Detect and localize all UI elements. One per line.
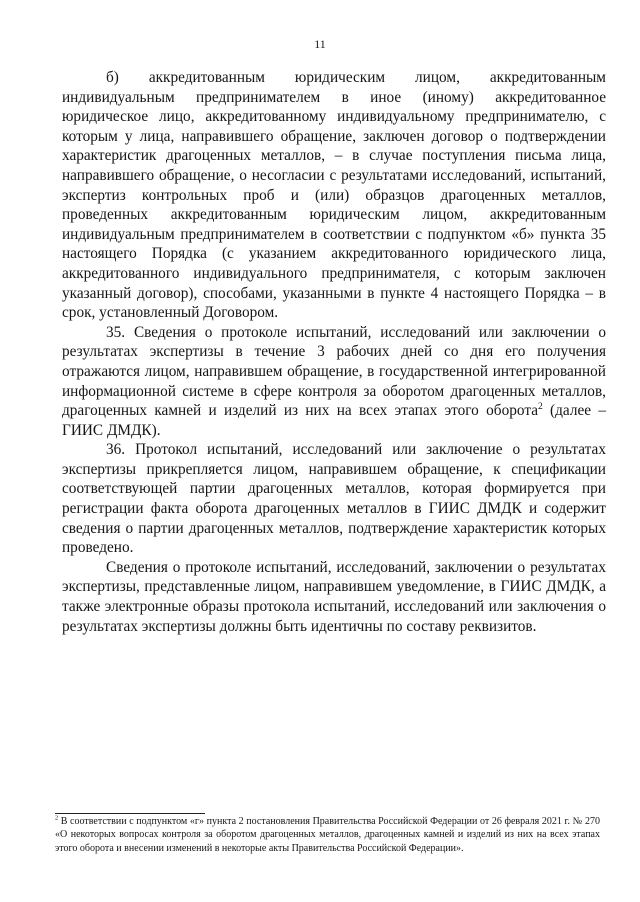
document-body bbox=[62, 68, 606, 636]
page-number: 11 bbox=[314, 37, 326, 51]
footnote-separator bbox=[55, 813, 205, 814]
footnote-marker: 2 bbox=[55, 814, 59, 822]
paragraph-36: 36. Протокол испытаний, исследований или заключение о результатах экспертизы прикрепляется лицом, направившем обращение, к спецификации соответствующей партии драгоценных металлов, которая формируется при регистрации факта оборота драгоценных металлов в ГИИС ДМДК и содержит сведения о партии драгоценных металлов, подтверждение характеристик которых проведено. bbox=[62, 441, 606, 557]
footnote bbox=[55, 815, 600, 855]
paragraph-records: Сведения о протоколе испытаний, исследований, заключении о результатах экспертизы, представленные лицом, направившем уведомление, в ГИИС ДМДК, а также электронные образы протокола испытаний, исследований или заключения о результатах экспертизы должны быть идентичны по составу реквизитов. bbox=[62, 558, 606, 635]
footnote-text: В соответствии с подпунктом «г» пункта 2 постановления Правительства Российской Федерации от 26 февраля 2021 г. № 270 «О некоторых вопросах контроля за оборотом драгоценных металлов, драгоценных камней и изделий из них на всех этапах этого оборота и внесении изменений в некоторые акты Правительства Российской Федерации». bbox=[55, 816, 600, 854]
paragraph-35-text: 35. Сведения о протоколе испытаний, исследований или заключении о результатах экспертизы в течение 3 рабочих дней со дня его получения отражаются лицом, направившем обращение, в государственной интегрированной информационной системе в сфере контроля за оборотом драгоценных металлов, драгоценных камней и изделий из них на всех этапах этого оборота bbox=[62, 323, 606, 420]
footnote-reference[interactable]: 2 bbox=[537, 402, 543, 412]
paragraph-35 bbox=[62, 323, 606, 441]
paragraph-35-tail: (далее – ГИИС ДМДК). bbox=[62, 402, 607, 439]
paragraph-b: б) аккредитованным юридическим лицом, аккредитованным индивидуальным предпринимателем в иное (иному) аккредитованное юридическое лицо, аккредитованному индивидуальному предпринимателю, с которым у лица, направившего обращение, заключен договор о подтверждении характеристик драгоценных металлов, – в случае поступления письма лица, направившего обращение, о несогласии с результатами исследований, испытаний, экспертиз контрольных проб и (или) образцов драгоценных металлов, проведенных аккредитованным юридическим лицом, аккредитованным индивидуальным предпринимателем в соответствии с подпунктом «б» пункта 35 настоящего Порядка (с указанием аккредитованного юридического лица, аккредитованного индивидуального предпринимателя, с которым заключен указанный договор), способами, указанными в пункте 4 настоящего Порядка – в срок, установленный Договором. bbox=[62, 69, 606, 322]
